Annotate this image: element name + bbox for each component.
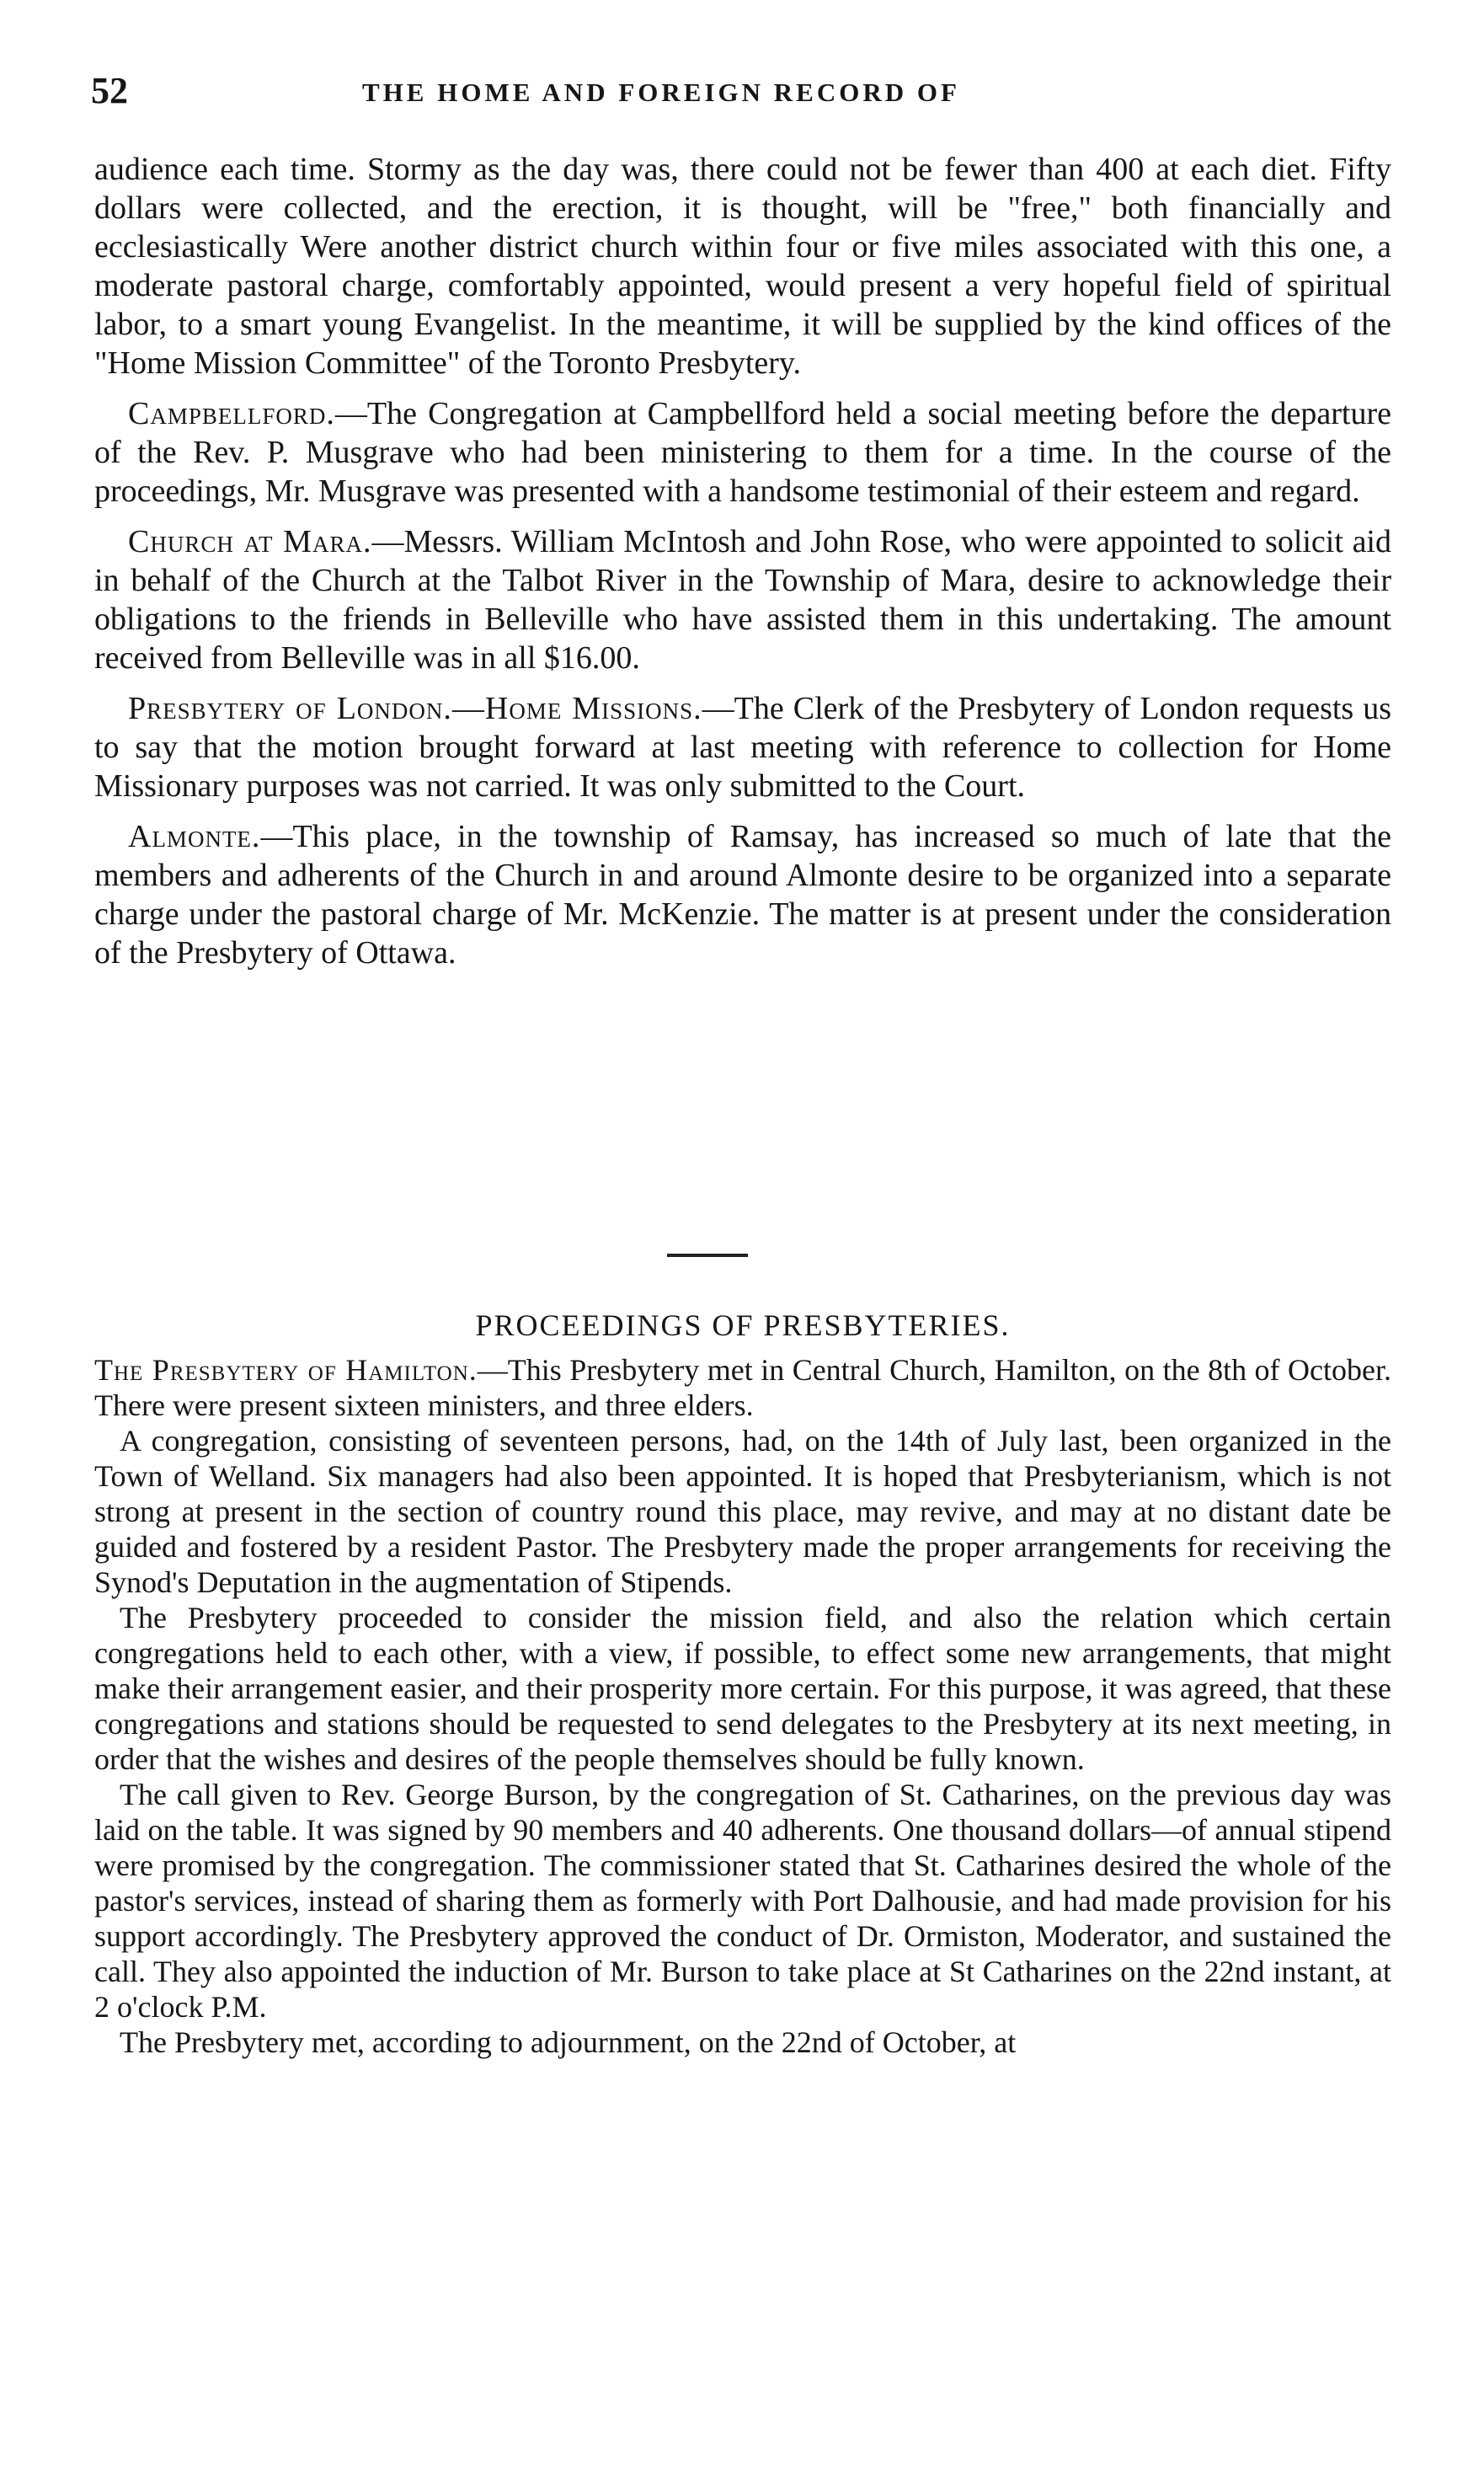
proceedings-lead-body: —This Presbytery met in Central Church, Hamilton, on the 8th of October. There were present sixteen ministers, and three elders.: [94, 1353, 1391, 1422]
running-title: THE HOME AND FOREIGN RECORD OF: [362, 78, 960, 107]
item-church-at-mara: [94, 522, 1391, 677]
proceedings-section: [94, 1352, 1391, 2060]
page-header: [76, 69, 1407, 120]
news-items: [94, 150, 1391, 972]
proceedings-lead-paragraph: [94, 1352, 1391, 1423]
proceedings-paragraph: The Presbytery proceeded to consider the mission field, and also the relation which certain congregations held to each other, with a view, if possible, to effect some new arrangements, that might make their arrangement easier, and their prosperity more certain. For this purpose, it was agreed, that these congregations and stations should be requested to send delegates to the Presbytery at its next meeting, in order that the wishes and desires of the people themselves should be fully known.: [94, 1601, 1391, 1776]
intro-paragraph: audience each time. Stormy as the day was, there could not be fewer than 400 at each diet. Fifty dollars were collected, and the erection, it is thought, will be "free," both financially and ecclesiastically Were another district church within four or five miles associated with this one, a moderate pastoral charge, comfortably appointed, would present a very hopeful field of spiritual labor, to a smart young Evangelist. In the meantime, it will be supplied by the kind offices of the "Home Mission Committee" of the Toronto Presbytery.: [94, 152, 1391, 381]
item-heading: Presbytery of London.—Home Missions.: [128, 691, 702, 726]
item-heading: Campbellford.: [128, 396, 335, 431]
item-almonte: [94, 817, 1391, 972]
item-heading: Almonte.: [128, 819, 261, 854]
item-body: —This place, in the township of Ramsay, has increased so much of late that the members and adherents of the Church in and around Almonte desire to be organized into a separate charge under the pastoral charge of Mr. McKenzie. The matter is at present under the consideration of the Presbytery of Ottawa.: [94, 819, 1391, 971]
proceedings-paragraph: The call given to Rev. George Burson, by the congregation of St. Catharines, on the previous day was laid on the table. It was signed by 90 members and 40 adherents. One thousand dollars—of annual stipend were promised by the congregation. The commissioner stated that St. Catharines desired the whole of the pastor's services, instead of sharing them as formerly with Port Dalhousie, and had made provision for his support accordingly. The Presbytery approved the conduct of Dr. Ormiston, Moderator, and sustained the call. They also appointed the induction of Mr. Burson to take place at St Catharines on the 22nd instant, at 2 o'clock P.M.: [94, 1778, 1391, 2024]
proceedings-paragraph: A congregation, consisting of seventeen persons, had, on the 14th of July last, been organized in the Town of Welland. Six managers had also been appointed. It is hoped that Presbyterianism, which is not strong at present in the section of country round this place, may revive, and may at no distant date be guided and fostered by a resident Pastor. The Presbytery made the proper arrangements for receiving the Synod's Deputation in the augmentation of Stipends.: [94, 1424, 1391, 1599]
item-body: —The Clerk of the Presbytery of London requests us to say that the motion brought forward at last meeting with reference to collection for Home Missionary purposes was not carried. It was only submitted to the Court.: [94, 691, 1392, 804]
item-body: —The Congregation at Campbellford held a social meeting before the departure of the Rev. P. Musgrave who had been ministering to them for a time. In the course of the proceedings, Mr. Musgrave was presented with a handsome testimonial of their esteem and regard.: [94, 396, 1391, 509]
item-presbytery-of-london: [94, 689, 1391, 805]
page-number: 52: [91, 70, 128, 111]
item-body: —Messrs. William McIntosh and John Rose, who were appointed to solicit aid in behalf of the Church at the Talbot River in the Township of Mara, desire to acknowledge their obligations to the friends in Belleville who have assisted them in this undertaking. The amount received from Belleville was in all $16.00.: [94, 524, 1391, 676]
section-divider: [667, 1254, 748, 1257]
item-campbellford: [94, 394, 1391, 511]
proceedings-paragraph: The Presbytery met, according to adjournment, on the 22nd of October, at: [120, 2025, 1017, 2059]
item-heading: Church at Mara.: [128, 524, 372, 559]
section-title: PROCEEDINGS OF PRESBYTERIES.: [475, 1308, 1011, 1342]
proceedings-lead-heading: The Presbytery of Hamilton.: [94, 1353, 478, 1387]
